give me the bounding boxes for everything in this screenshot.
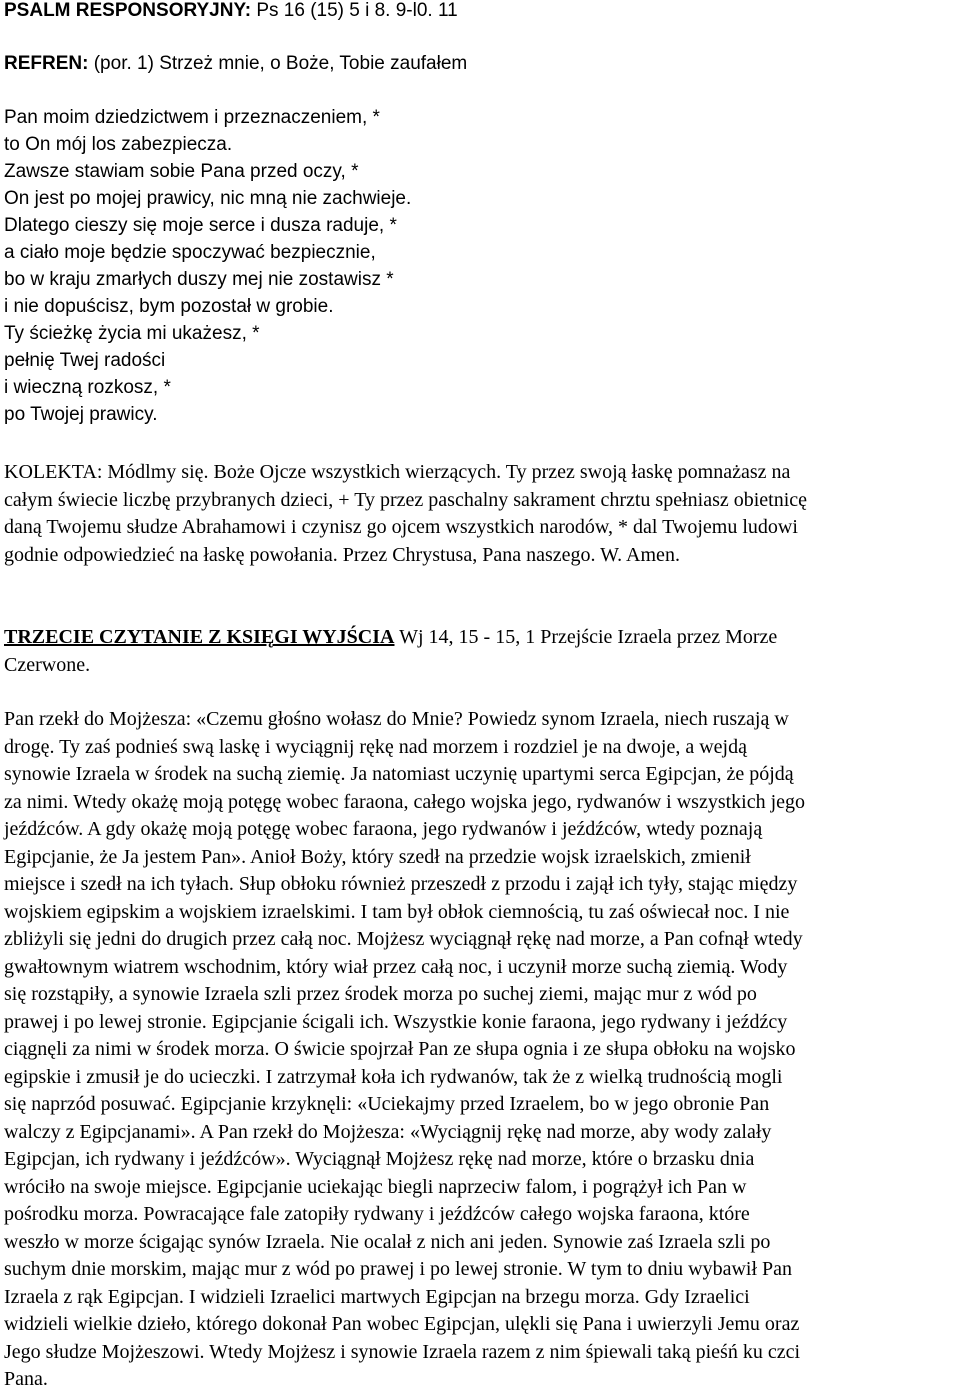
reading-line: widzieli wielkie dzieło, którego dokonał Pan wobec Egipcjan, ulękli się Pana i uwierzyli Jemu oraz bbox=[4, 1313, 800, 1335]
reading-line: suchym dnie morskim, mając mur z wód po prawej i po lewej stronie. W tym to dniu wybawił Pan bbox=[4, 1258, 793, 1280]
psalm-verse-line: Ty ścieżkę życia mi ukażesz, * bbox=[4, 323, 260, 344]
kolekta-line: godnie odpowiedzieć na łaskę powołania. Przez Chrystusa, Pana naszego. W. Amen. bbox=[4, 543, 680, 566]
psalm-verse-line: Dlatego cieszy się moje serce i dusza raduje, * bbox=[4, 215, 397, 236]
reading-line: Pana. bbox=[4, 1368, 48, 1390]
psalm-verse-line: Pan moim dziedzictwem i przeznaczeniem, * bbox=[4, 107, 380, 128]
reading-line: Egipcjan, ich rydwany i jeźdźców». Wyciągnął Mojżesz rękę nad morze, które o brzasku dnia bbox=[4, 1148, 755, 1170]
refren-text: (por. 1) Strzeż mnie, o Boże, Tobie zaufałem bbox=[88, 53, 468, 74]
psalm-verse-line: i nie dopuścisz, bym pozostał w grobie. bbox=[4, 296, 334, 317]
reading-line: gwałtownym wiatrem wschodnim, który wiał przez całą noc, i uczynił morze suchą ziemią. Wody bbox=[4, 955, 788, 978]
psalm-label: PSALM RESPONSORYJNY: bbox=[4, 0, 252, 21]
reading-line: Pan rzekł do Mojżesza: «Czemu głośno wołasz do Mnie? Powiedz synom Izraela, niech ruszają w bbox=[4, 708, 789, 730]
reading-body bbox=[4, 706, 805, 1394]
reading-line: pośrodku morza. Powracające fale zatopiły rydwany i jeźdźców całego wojska faraona, które bbox=[4, 1203, 750, 1225]
psalm-verse-line: po Twojej prawicy. bbox=[4, 404, 158, 425]
reading-heading-block bbox=[4, 624, 777, 679]
reading-line: za nimi. Wtedy okażę moją potęgę wobec faraona, całego wojska jego, rydwanów i wszystkich jego bbox=[4, 790, 806, 813]
reading-line: zbliżyli się jedni do drugich przez całą noc. Mojżesz wyciągnął rękę nad morze, a Pan cofnął wtedy bbox=[4, 928, 803, 950]
kolekta-line: całym świecie liczbę przybranych dzieci, + Ty przez paschalny sakrament chrztu spełniasz obietnicę bbox=[4, 488, 808, 511]
reading-line: się naprzód posuwać. Egipcjanie krzyknęli: «Uciekajmy przed Izraelem, bo w jego obronie Pan bbox=[4, 1093, 770, 1115]
kolekta-line: daną Twojemu słudze Abrahamowi i czynisz go ojcem wszystkich narodów, * dal Twojemu ludowi bbox=[4, 516, 798, 538]
psalm-verse-line: Zawsze stawiam sobie Pana przed oczy, * bbox=[4, 161, 359, 182]
refren-label: REFREN: bbox=[4, 53, 89, 74]
reading-line: egipskie i zmusił je do ucieczki. I zatrzymał koła ich rydwanów, tak że z wielką trudnością mogli bbox=[4, 1065, 783, 1088]
reading-line: synowie Izraela w środek na suchą ziemię. Ja natomiast uczynię upartymi serca Egipcjan, że pójdą bbox=[4, 763, 794, 785]
refren-line bbox=[4, 50, 467, 77]
psalm-verse-line: On jest po mojej prawicy, nic mną nie zachwieje. bbox=[4, 188, 412, 209]
reading-line: Egipcjanie, że Ja jestem Pan». Anioł Boży, który szedł na przedzie wojsk izraelskich, zmienił bbox=[4, 845, 751, 868]
kolekta-label: KOLEKTA bbox=[4, 461, 97, 483]
reading-line: walczy z Egipcjanami». A Pan rzekł do Mojżesza: «Wyciągnij rękę nad morze, aby wody zalały bbox=[4, 1120, 772, 1143]
psalm-verses bbox=[4, 104, 411, 428]
reading-line: się rozstąpiły, a synowie Izraela szli przez środek morza po suchej ziemi, mając mur z wód po bbox=[4, 983, 757, 1005]
reading-reference-cont: Czerwone. bbox=[4, 653, 91, 676]
reading-line: Jego słudze Mojżeszowi. Wtedy Mojżesz i synowie Izraela razem z nim śpiewali taką pieśń ku czci bbox=[4, 1340, 801, 1363]
kolekta-paragraph bbox=[4, 459, 807, 569]
psalm-verse-line: to On mój los zabezpiecza. bbox=[4, 134, 233, 155]
reading-line: prawej i po lewej stronie. Egipcjanie ścigali ich. Wszystkie konie faraona, jego rydwany i jeźdźcy bbox=[4, 1010, 788, 1033]
psalm-verse-line: i wieczną rozkosz, * bbox=[4, 377, 171, 398]
psalm-verse-line: a ciało moje będzie spoczywać bezpiecznie, bbox=[4, 242, 376, 263]
reading-line: wróciło na swoje miejsce. Egipcjanie uciekając biegli naprzeciw falom, i pogrążył ich Pan w bbox=[4, 1175, 747, 1198]
psalm-header bbox=[4, 0, 458, 24]
psalm-reference: Ps 16 (15) 5 i 8. 9-l0. 11 bbox=[251, 0, 458, 21]
psalm-verse-line: bo w kraju zmarłych duszy mej nie zostawisz * bbox=[4, 269, 394, 290]
reading-line: weszło w morze ścigając synów Izraela. Nie ocalał z nich ani jeden. Synowie zaś Izraela szli po bbox=[4, 1230, 771, 1253]
psalm-verse-line: pełnię Twej radości bbox=[4, 350, 166, 371]
reading-line: jeźdźców. A gdy okażę moją potęgę wobec faraona, jego rydwanów i jeźdźców, wtedy poznają bbox=[4, 818, 763, 840]
kolekta-line: : Módlmy się. Boże Ojcze wszystkich wierzących. Ty przez swoją łaskę pomnażasz na bbox=[96, 461, 791, 483]
reading-line: wojskiem egipskim a wojskiem izraelskimi. I tam był obłok ciemnością, tu zaś oświecał noc. I nie bbox=[4, 900, 790, 923]
reading-line: drogę. Ty zaś podnieś swą laskę i wyciągnij rękę nad morzem i rozdziel je na dwoje, a wejdą bbox=[4, 735, 747, 758]
reading-heading: TRZECIE CZYTANIE Z KSIĘGI WYJŚCIA bbox=[4, 626, 395, 648]
reading-line: miejsce i szedł na ich tyłach. Słup obłoku również przeszedł z przodu i zajął ich tyły, stając między bbox=[4, 873, 798, 895]
reading-line: Izraela z rąk Egipcjan. I widzieli Izraelici martwych Egipcjan na brzegu morza. Gdy Izraelici bbox=[4, 1285, 750, 1308]
reading-line: ciągnęli za nimi w środek morza. O świcie spojrzał Pan ze słupa ognia i ze słupa obłoku na wojsko bbox=[4, 1038, 796, 1060]
reading-reference: Wj 14, 15 - 15, 1 Przejście Izraela przez Morze bbox=[394, 626, 778, 648]
